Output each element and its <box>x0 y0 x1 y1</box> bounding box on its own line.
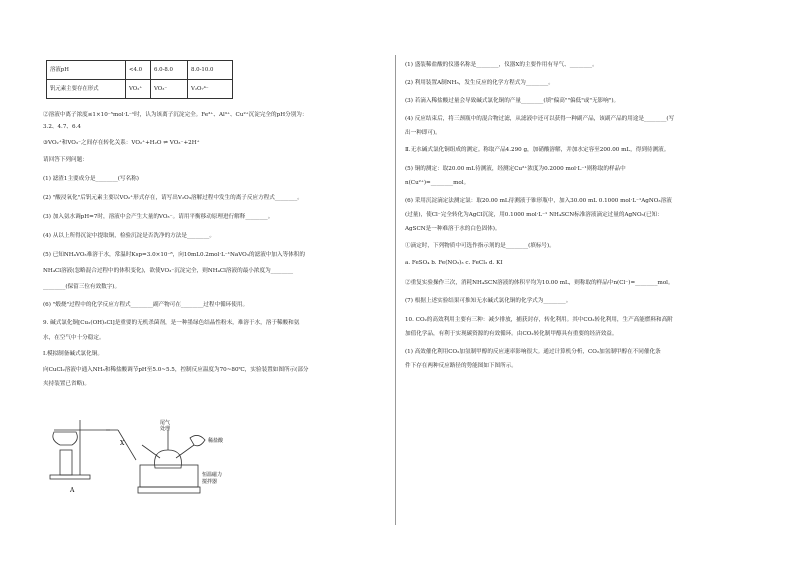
text-line: n(Cu²⁺)=________mol。 <box>405 180 470 186</box>
text-line: Ⅰ.模拟制备碱式氯化铜。 <box>43 351 103 357</box>
text-line: (6) "煅烧"过程中的化学反应方程式________副产物可在________过程中循环使用。 <box>43 302 249 308</box>
text-line: Ⅱ.无水碱式氯化铜组成的测定。称取产品4.290 g，加硝酸溶解，并加水定容至200.00 mL，得到待测液。 <box>405 147 670 153</box>
table-cell: VO₂⁺ <box>126 80 151 99</box>
text-line: ②溶液中离子浓度≤1×10⁻⁵mol·L⁻¹时，认为该离子沉淀完全。Fe³⁺、Al³⁺、Cu²⁺沉淀完全的pH分别为： <box>43 112 308 118</box>
lamp <box>60 450 72 475</box>
label-stirrer-2: 搅拌器 <box>202 479 218 485</box>
stirrer-base <box>138 487 200 493</box>
text-line: (3) 加入氨水调pH=7时，溶液中会产生大量的VO₃⁻。请用平衡移动原理进行解释________。 <box>43 214 274 220</box>
gas-inlet <box>142 445 160 458</box>
text-line: (2) 利用装置A制NH₃，发生反应的化学方程式为________。 <box>405 80 554 86</box>
text-line: (3) 若滴入稀盐酸过量会导致碱式氯化铜的产量________(填"偏高""偏低"或"无影响")。 <box>405 98 620 104</box>
table-row <box>47 80 233 99</box>
text-line: 9. 碱式氯化铜[Cu₂(OH)₃Cl]是重要的无机杀菌剂，是一种墨绿色结晶性粉末，难溶于水，溶于稀酸和氨 <box>43 320 300 326</box>
text-line: NH₄Cl溶液(忽略混合过程中的体积变化)，欲使VO₃⁻沉淀完全，则NH₄Cl溶液的最小浓度为________ <box>43 268 294 274</box>
text-line: (4) 从以上所得沉淀中提取铜，检验沉淀是否洗净的方法是________。 <box>43 233 215 239</box>
table-cell: 8.0-10.0 <box>188 61 233 80</box>
text-line: (6) 采用沉淀滴定法测定氯：取20.00 mL待测液于锥形瓶中，加入30.00 mL 0.1000 mol·L⁻¹AgNO₃溶液 <box>405 198 672 204</box>
table-cell: 钒元素主要存在形式 <box>47 80 126 99</box>
text-line: 3.2、4.7、6.4 <box>43 124 81 130</box>
text-line: (1) 高效催化利用CO₂加氢制甲醇的反应速率影响很大。通过计算机分析，CO₂加氢制甲醇在不同催化条 <box>405 349 661 355</box>
text-line: ②重复实验操作三次，消耗NH₄SCN溶液的体积平均为10.00 mL，则称取的样品中n(Cl⁻)=________mol。 <box>405 280 674 286</box>
label-a: A <box>70 487 75 494</box>
table-row <box>47 61 233 80</box>
column-divider <box>395 55 396 525</box>
text-line: ①滴定时，下列物质中可选作指示剂的是________(填标号)。 <box>405 243 555 249</box>
text-line: 请回答下列问题： <box>43 157 88 163</box>
table-cell: VO₃⁻ <box>151 80 188 99</box>
table-cell: 6.0-8.0 <box>151 61 188 80</box>
table-cell: 溶液pH <box>47 61 126 80</box>
text-line: (7) 根据上述实验结果可推知无水碱式氯化铜的化学式为________。 <box>405 298 572 304</box>
text-line: 10. CO₂的高效利用主要有三种：减少排放，捕获封存，转化利用。其中CO₂转化利用，生产高能燃料和高附 <box>405 317 673 323</box>
text-line: a. FeSO₄ b. Fe(NO₃)₃ c. FeCl₃ d. KI <box>405 260 503 266</box>
label-tail-gas: 尾气 <box>160 420 171 426</box>
dropping-funnel <box>190 435 205 445</box>
text-line: 加值化学品，有利于实现碳资源的有效循环。由CO₂转化制甲醇具有重要的经济效益。 <box>405 331 618 337</box>
text-line: (过量)，使Cl⁻完全转化为AgCl沉淀，用0.1000 mol·L⁻¹ NH₄SCN标准溶液滴定过量的AgNO₃(已知： <box>405 212 663 218</box>
text-line: ________(保留三位有效数字)。 <box>43 284 121 290</box>
text-line: (1) 滤渣1主要成分是________(写名称) <box>43 176 139 182</box>
label-tail-gas-2: 处理 <box>160 426 171 432</box>
stand-base <box>50 475 90 479</box>
text-line: (2) "酸浸氧化"后钒元素主要以VO₂⁺形式存在，请写出V₂O₃溶解过程中发生的离子反应方程式________。 <box>43 195 303 201</box>
label-stirrer: 恒温磁力 <box>202 472 223 478</box>
text-line: (1) 盛装稀盐酸的仪器名称是________，仪器X的主要作用有导气、________。 <box>405 62 598 68</box>
text-line: AgSCN是一种难溶于水的白色固体)。 <box>405 226 501 232</box>
vanadium-form-table <box>46 60 233 99</box>
table-cell: V₂O₇⁴⁻ <box>188 80 233 99</box>
text-line: (5) 已知NH₄VO₃难溶于水，常温时Ksp=3.0×10⁻⁸，向10mL0.2mol·L⁻¹NaVO₃的滤液中加入等体积的 <box>43 252 305 258</box>
label-acid: 稀盐酸 <box>208 438 224 444</box>
text-line: ③VO₂⁺和VO₃⁻之间存在转化关系：VO₂⁺+H₂O ⇌ VO₃⁻+2H⁺ <box>43 140 200 146</box>
flask <box>53 432 77 445</box>
text-line: 件下存在两种反应路径的势能图如下图所示。 <box>405 363 517 369</box>
text-line: (5) 铜的测定：取20.00 mL待测液，经测定Cu²⁺浓度为0.2000 mol·L⁻¹则称取的样品中 <box>405 166 626 172</box>
label-x: X <box>120 440 125 447</box>
funnel-stem <box>176 445 194 458</box>
text-line: 向CuCl₂溶液中通入NH₃和稀盐酸调节pH至5.0~5.5，控制反应温度为70~80℃，实验装置如图所示(部分 <box>43 367 309 373</box>
table-cell: <4.0 <box>126 61 151 80</box>
text-line: (4) 反应结束后，将三颈瓶中的混合物过滤，从滤液中还可以获得一种副产品，该副产品的用途是________(写 <box>405 116 675 122</box>
text-line: 夹持装置已省略)。 <box>43 381 90 387</box>
apparatus-diagram <box>40 410 260 500</box>
text-line: 出一种即可)。 <box>405 130 441 136</box>
text-line: 水，在空气中十分稳定。 <box>43 335 105 341</box>
